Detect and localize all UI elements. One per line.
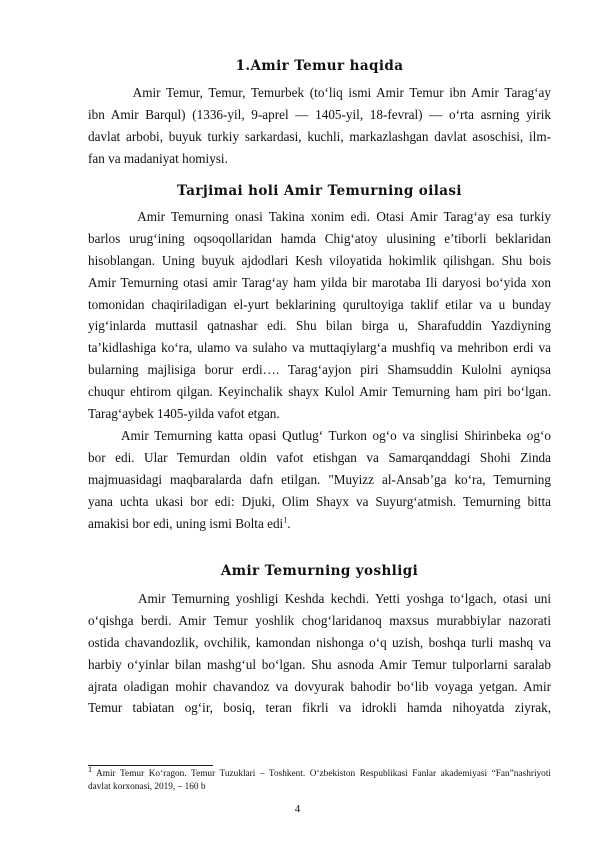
footnote-line-2: davlat korxonasi, 2019, – 160 b	[88, 782, 206, 792]
text-line: bularning majlisiga borur erdi…. Tarag‘ayjon piri Shamsuddin Kulolni ayniqsa	[88, 362, 551, 378]
text-line: Amir Temur, Temur, Temurbek (to‘liq ismi Amir Temur ibn Amir Tarag‘ay	[88, 85, 551, 100]
paragraph-intro	[88, 82, 551, 170]
page-number: 4	[294, 803, 301, 815]
text-line: bor edi. Ular Temurdan oldin vafot etishgan va Samarqanddagi Shohi Zinda	[88, 449, 551, 465]
text-line: chuqur ehtirom qilgan. Keyinchalik shayx Kulol Amir Temurning ham piri bo‘lgan.	[88, 384, 551, 400]
text-line: tomonidan chaqiriladigan el-yurt beklarining qurultoyiga taklif etilar va u bunday	[88, 296, 551, 312]
text-line: Tarag‘aybek 1405-yilda vafot etgan.	[88, 406, 280, 422]
text-line: ostida chavandozlik, ovchilik, kamondan nishonga o‘q uzish, boshqa turli mashq va	[88, 634, 551, 650]
text-line: ajrata oladigan mohir chavandoz va dovyurak bahodir bo‘lib voyaga yetgan. Amir	[88, 678, 551, 694]
text-line: ibn Amir Barqul) (1336-yil, 9-aprel — 1405-yil, 18-fevral) — o‘rta asrning yirik	[88, 106, 551, 122]
footnote-divider	[88, 765, 213, 766]
heading-yoshligi: Amir Temurning yoshligi	[220, 563, 419, 579]
text-line: davlat arbobi, buyuk turkiy sarkardasi, kuchli, markazlashgan davlat asoschisi, ilm-	[88, 128, 551, 144]
text-line: ta’kidlashiga ko‘ra, ulamo va sulaho va muttaqiylarg‘a mushfiq va mehribon erdi va	[88, 340, 551, 356]
heading-tarjimai-holi: Tarjimai holi Amir Temurning oilasi	[177, 183, 462, 199]
paragraph-family	[88, 206, 551, 425]
text-line: Amir Temurning otasi amir Tarag‘ay ham yilda bir marotaba Ili daryosi bo‘yida xon	[88, 274, 551, 290]
footnote	[88, 764, 551, 794]
paragraph-siblings	[88, 425, 551, 534]
text-line: hisoblangan. Uning buyuk ajdodlari Kesh viloyatida hokimlik qilishgan. Shu bois	[88, 252, 551, 268]
text-line-content: amakisi bor edi, uning ismi Bolta edi	[88, 515, 284, 531]
text-line: yig‘inlarda muttasil qatnashar edi. Shu bilan birga u, Sharafuddin Yazdiyning	[88, 318, 551, 334]
text-line: Amir Temurning katta opasi Qutlug‘ Turkon og‘o va singlisi Shirinbeka og‘o	[88, 428, 551, 443]
heading-amir-temur-haqida: 1.Amir Temur haqida	[235, 58, 404, 74]
paragraph-youth	[88, 588, 551, 719]
footnote-line	[88, 764, 551, 781]
text-line: Amir Temurning onasi Takina xonim edi. Otasi Amir Tarag‘ay esa turkiy	[88, 209, 551, 224]
text-line: barlos urug‘ining oqsoqollaridan hamda Chig‘atoy ulusining e’tiborli beklaridan	[88, 230, 551, 246]
sentence-end: .	[287, 515, 291, 531]
text-line: yana uchta ukasi bor edi: Djuki, Olim Shayx va Suyurg‘atmish. Temurning bitta	[88, 493, 551, 509]
text-line: o‘qishga berdi. Amir Temur yoshlik chog‘laridanoq maxsus murabbiylar nazorati	[88, 612, 551, 628]
text-line: fan va madaniyat homiysi.	[88, 150, 228, 166]
text-line-last	[88, 513, 551, 535]
text-line: harbiy o‘yinlar bilan mashg‘ul bo‘lgan. Shu asnoda Amir Temur tulporlarni saralab	[88, 656, 551, 672]
footnote-reference: 1	[283, 515, 288, 525]
footnote-text: Amir Temur Ko‘ragon. Temur Tuzuklari – Toshkent. O‘zbekiston Respublikasi Fanlar akademiyasi “Fan”nashriyoti	[92, 769, 551, 779]
text-line: Temur tabiatan og‘ir, bosiq, teran fikrli va idrokli hamda nihoyatda ziyrak,	[88, 700, 551, 716]
text-line: Amir Temurning yoshligi Keshda kechdi. Yetti yoshga to‘lgach, otasi uni	[88, 591, 551, 606]
text-line: majmuasidagi maqbaralarda dafn etilgan. "Muyizz al-Ansab’ga ko‘ra, Temurning	[88, 471, 551, 487]
footnote-mark: 1	[88, 764, 92, 774]
